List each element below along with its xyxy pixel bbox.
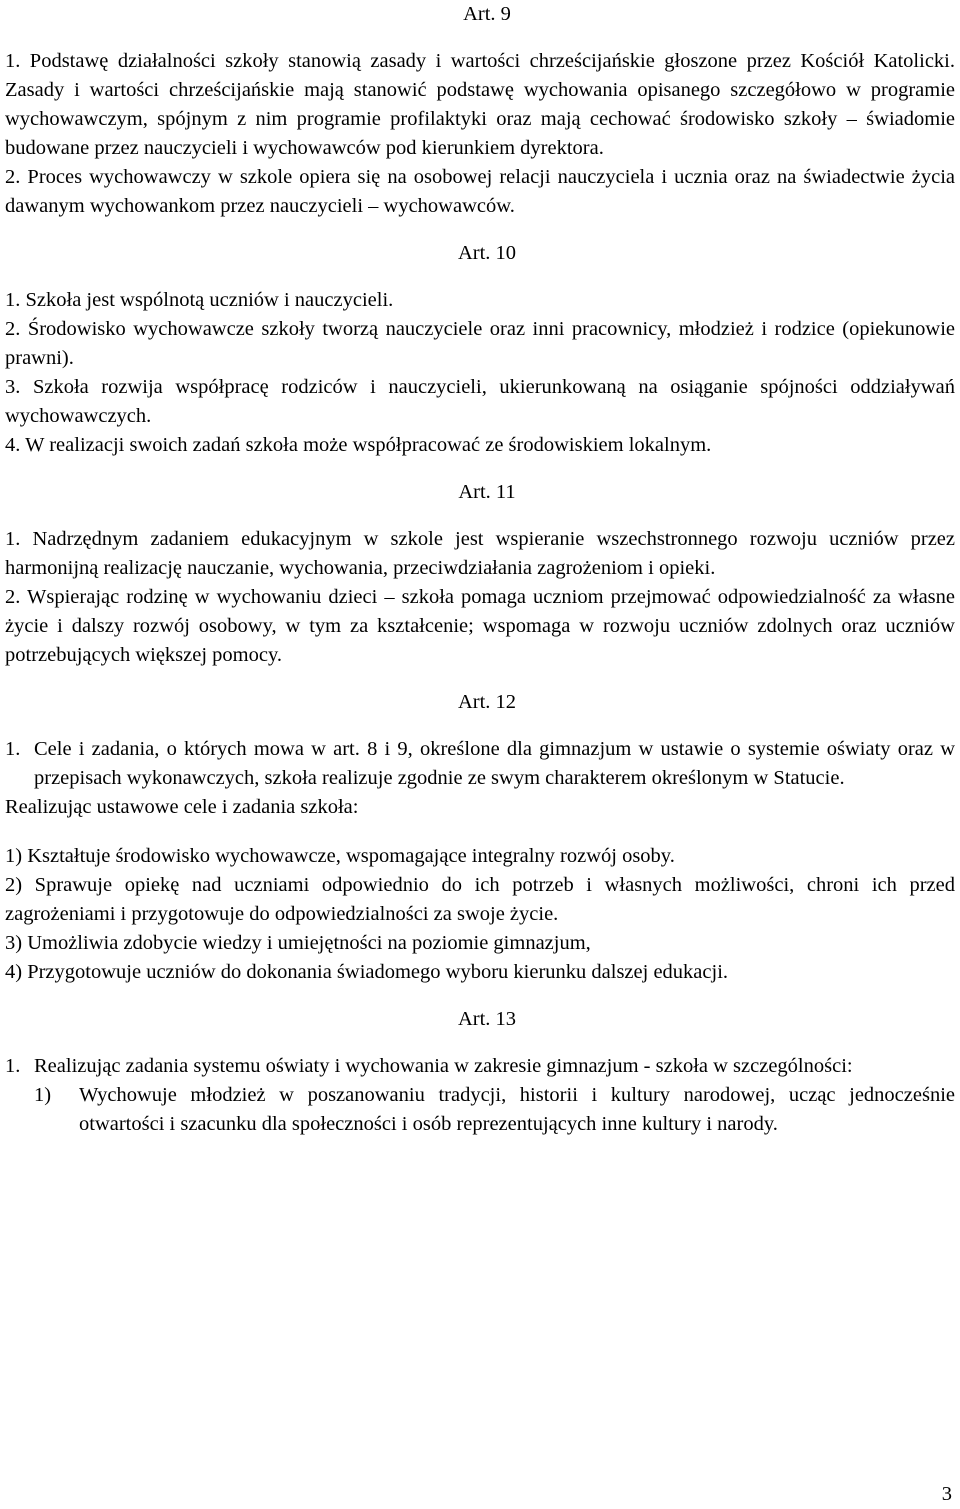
article-12-list-item-4: 4) Przygotowuje uczniów do dokonania świadomego wyboru kierunku dalszej edukacji. [5, 961, 729, 983]
article-10-heading: Art. 10 [457, 242, 517, 264]
spacer [5, 987, 955, 1005]
article-10-paragraph-2: 2. Środowisko wychowawcze szkoły tworzą nauczyciele oraz inni pracownicy, młodzież i rodzice (opiekunowie prawni). [5, 318, 955, 369]
article-11-heading: Art. 11 [458, 481, 516, 503]
document-page [5, 0, 955, 1139]
article-12-list-item-3: 3) Umożliwia zdobycie wiedzy i umiejętności na poziomie gimnazjum, [5, 932, 591, 954]
spacer [5, 507, 955, 525]
page-number: 3 [941, 1483, 952, 1505]
article-13-heading: Art. 13 [457, 1008, 517, 1030]
item-text: Cele i zadania, o których mowa w art. 8 i 9, określone dla gimnazjum w ustawie o systemie oświaty oraz w przepisach wykonawczych, szkoła realizuje zgodnie ze swym charakterem określonym w Statucie. [34, 738, 955, 789]
article-11-paragraph-2: 2. Wspierając rodzinę w wychowaniu dzieci – szkoła pomaga uczniom przejmować odpowiedzialność za własne życie i dalszy rozwój osobowy, w tym za kształcenie; wspomaga w rozwoju uczniów zdolnych oraz uczniów potrzebujących większej pomocy. [5, 586, 955, 666]
subitem-number: 1) [34, 1084, 52, 1106]
article-12-list-item-2: 2) Sprawuje opiekę nad uczniami odpowiednio do ich potrzeb i własnych możliwości, chroni ich przed zagrożeniami i przygotowuje do odpowiedzialności za swoje życie. [5, 874, 955, 925]
item-number: 1. [5, 1055, 21, 1077]
spacer [5, 460, 955, 478]
article-9-paragraph-2: 2. Proces wychowawczy w szkole opiera się na osobowej relacji nauczyciela i ucznia oraz na świadectwie życia dawanym wychowankom przez nauczycieli – wychowawców. [5, 166, 955, 217]
spacer [5, 1034, 955, 1052]
article-9-heading: Art. 9 [463, 3, 511, 25]
subitem-text: Wychowuje młodzież w poszanowaniu tradycji, historii i kultury narodowej, ucząc jednocześnie otwartości i szacunku dla społeczności i osób reprezentujących inne kultury i narody. [79, 1084, 955, 1135]
article-12-item-1 [5, 735, 955, 793]
spacer [5, 29, 955, 47]
spacer [5, 268, 955, 286]
item-text: Realizując zadania systemu oświaty i wychowania w zakresie gimnazjum - szkoła w szczególności: [34, 1055, 853, 1077]
article-10-paragraph-1: 1. Szkoła jest wspólnotą uczniów i nauczycieli. [5, 289, 394, 311]
article-13-subitem-1 [5, 1081, 955, 1139]
article-13-item-1 [5, 1052, 955, 1081]
spacer [5, 717, 955, 735]
spacer [5, 221, 955, 239]
article-12-heading: Art. 12 [457, 691, 517, 713]
article-9-paragraph-1: 1. Podstawę działalności szkoły stanowią zasady i wartości chrześcijańskie głoszone przez Kościół Katolicki. Zasady i wartości chrześcijańskie mają stanowić podstawę wychowania opisanego szczegółowo w programie wychowawczym, spójnym z nim programie profilaktyki oraz mają cechować środowisko szkoły – świadomie budowane przez nauczycieli i wychowawców pod kierunkiem dyrektora. [5, 50, 955, 159]
spacer [5, 822, 955, 842]
article-12-list-item-1: 1) Kształtuje środowisko wychowawcze, wspomagające integralny rozwój osoby. [5, 845, 675, 867]
spacer [5, 670, 955, 688]
article-11-paragraph-1: 1. Nadrzędnym zadaniem edukacyjnym w szkole jest wspieranie wszechstronnego rozwoju uczniów przez harmonijną realizację nauczanie, wychowania, przeciwdziałania zagrożeniom i opieki. [5, 528, 955, 579]
article-10-paragraph-3: 3. Szkoła rozwija współpracę rodziców i nauczycieli, ukierunkowaną na osiąganie spójności oddziaływań wychowawczych. [5, 376, 955, 427]
article-12-intro: Realizując ustawowe cele i zadania szkoła: [5, 796, 359, 818]
item-number: 1. [5, 738, 21, 760]
article-10-paragraph-4: 4. W realizacji swoich zadań szkoła może współpracować ze środowiskiem lokalnym. [5, 434, 712, 456]
